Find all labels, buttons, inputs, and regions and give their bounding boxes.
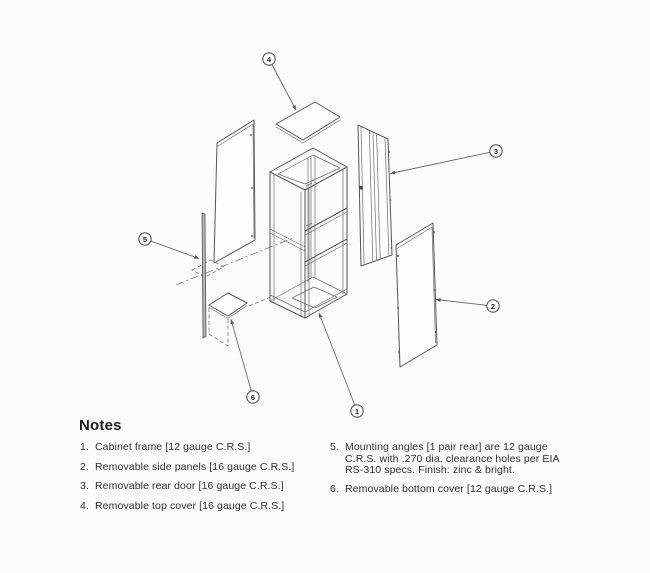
callout-5 [139, 233, 199, 259]
note-item-4 [80, 501, 294, 513]
bottom-opening [292, 287, 337, 308]
notes-left-column [80, 442, 294, 520]
cabinet-frame [270, 148, 347, 318]
callout-3-number: 3 [493, 146, 499, 156]
note-text: Removable rear door [16 gauge C.R.S.] [95, 480, 284, 492]
right-side-panel [396, 223, 437, 367]
note-item-2 [80, 462, 294, 474]
note-item-5 [330, 442, 596, 477]
note-number: 3. [80, 480, 89, 492]
note-text: Removable side panels [16 gauge C.R.S.] [95, 460, 295, 473]
rear-door [358, 125, 392, 266]
callout-4 [263, 53, 296, 110]
note-text-line: C.R.S. with .270 dia. clearance holes per EIA [345, 452, 560, 465]
top-cover [276, 102, 340, 143]
note-item-1 [80, 442, 294, 454]
phantom-outline [192, 260, 224, 277]
note-number: 5. [330, 441, 339, 453]
callout-4-number: 4 [266, 54, 272, 64]
bottom-cover [209, 293, 271, 346]
note-text: Removable top cover [16 gauge C.R.S.] [95, 499, 285, 512]
note-number: 6. [330, 483, 339, 495]
callout-2 [436, 300, 499, 313]
note-item-6 [330, 484, 596, 496]
note-number: 1. [80, 441, 89, 453]
note-text [345, 484, 552, 496]
note-item-3 [80, 481, 294, 493]
note-text [345, 442, 560, 477]
callout-5-number: 5 [142, 234, 148, 244]
callout-6 [231, 320, 259, 404]
notes-heading: Notes [79, 417, 122, 434]
callout-6-number: 6 [250, 392, 256, 402]
callout-1 [319, 313, 363, 417]
note-text: Cabinet frame [12 gauge C.R.S.] [95, 441, 251, 453]
note-text-line: Removable bottom cover [12 gauge C.R.S.] [345, 483, 553, 495]
note-number: 2. [80, 460, 89, 473]
callout-3 [391, 145, 503, 174]
left-side-panel [214, 120, 255, 263]
note-text-line: Mounting angles [1 pair rear] are 12 gauge [345, 441, 548, 453]
note-number: 4. [80, 499, 89, 512]
door-latch [360, 186, 363, 190]
notes-right-column [330, 442, 596, 503]
callout-2-number: 2 [490, 301, 496, 311]
callout-1-number: 1 [354, 406, 360, 416]
note-text-line: RS-310 specs. Finish: zinc & bright. [345, 464, 515, 476]
